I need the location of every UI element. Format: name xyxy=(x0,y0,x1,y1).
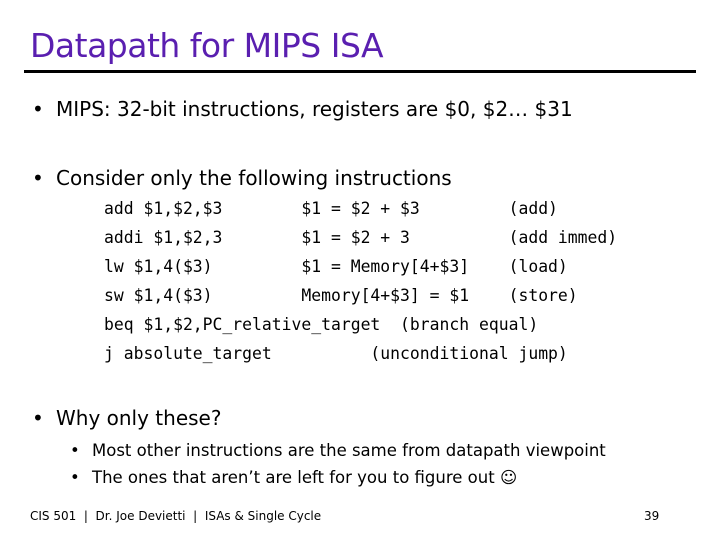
slide-footer: CIS 501 | Dr. Joe Devietti | ISAs & Single Cycle xyxy=(30,509,322,523)
code-line-sw: sw $1,4($3) Memory[4+$3] = $1 (store) xyxy=(104,286,578,305)
code-line-lw: lw $1,4($3) $1 = Memory[4+$3] (load) xyxy=(104,257,568,276)
bullet-consider-text: Consider only the following instructions xyxy=(56,166,452,190)
page-number: 39 xyxy=(644,509,660,523)
slide-title: Datapath for MIPS ISA xyxy=(30,26,384,65)
sub-bullet-most xyxy=(70,441,606,460)
bullet-mips xyxy=(32,97,573,121)
sub-bullet-dot-icon: • xyxy=(70,441,80,460)
code-line-addi: addi $1,$2,3 $1 = $2 + 3 (add immed) xyxy=(104,228,618,247)
bullet-consider xyxy=(32,166,452,190)
code-line-beq: beq $1,$2,PC_relative_target (branch equal) xyxy=(104,315,539,334)
code-line-j: j absolute_target (unconditional jump) xyxy=(104,344,568,363)
sub-bullet-most-text: Most other instructions are the same from datapath viewpoint xyxy=(92,441,606,460)
bullet-why-text: Why only these? xyxy=(56,406,222,430)
sub-bullet-dot-icon: • xyxy=(70,468,80,487)
bullet-dot-icon: • xyxy=(32,166,44,190)
bullet-mips-text: MIPS: 32-bit instructions, registers are $0, $2… $31 xyxy=(56,97,573,121)
title-divider xyxy=(24,70,696,73)
bullet-dot-icon: • xyxy=(32,97,44,121)
code-line-add: add $1,$2,$3 $1 = $2 + $3 (add) xyxy=(104,199,558,218)
bullet-dot-icon: • xyxy=(32,406,44,430)
bullet-why xyxy=(32,406,221,430)
sub-bullet-ones xyxy=(70,468,517,487)
sub-bullet-ones-text: The ones that aren’t are left for you to figure out ☺ xyxy=(92,468,518,487)
